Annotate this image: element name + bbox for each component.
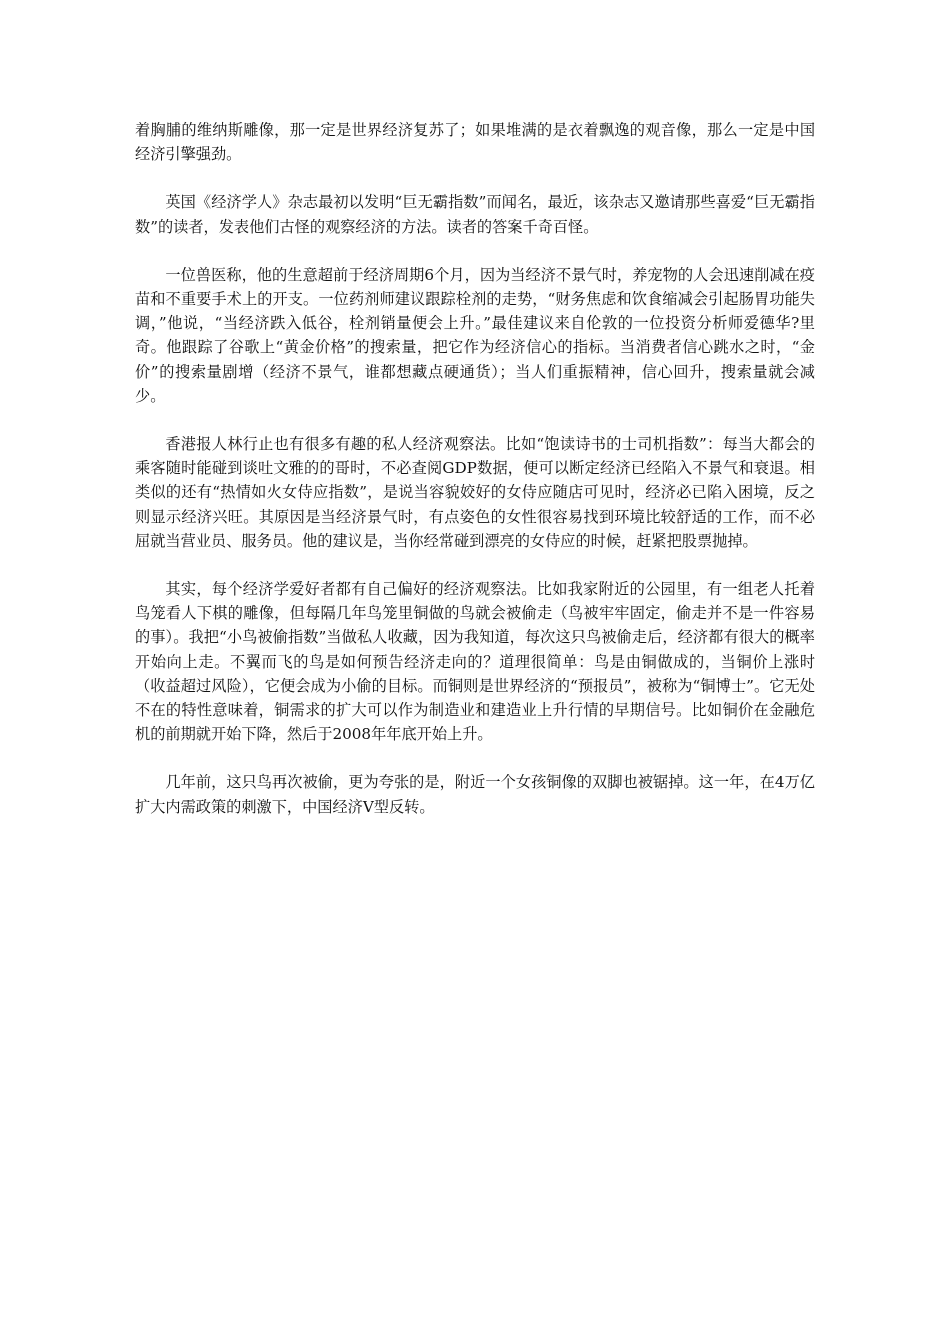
paragraph-5: 其实，每个经济学爱好者都有自己偏好的经济观察法。比如我家附近的公园里，有一组老人托着鸟笼看人下棋的雕像，但每隔几年鸟笼里铜做的鸟就会被偷走（鸟被牢牢固定，偷走并不是一件容易的事）。我把“小鸟被偷指数”当做私人收藏，因为我知道，每次这只鸟被偷走后，经济都有很大的概率开始向上走。不翼而飞的鸟是如何预告经济走向的？道理很简单：鸟是由铜做成的，当铜价上涨时（收益超过风险），它便会成为小偷的目标。而铜则是世界经济的“预报员”，被称为“铜博士”。它无处不在的特性意味着，铜需求的扩大可以作为制造业和建造业上升行情的早期信号。比如铜价在金融危机的前期就开始下降，然后于2008年年底开始上升。 (135, 580, 815, 744)
paragraph-6: 几年前，这只鸟再次被偷，更为夸张的是，附近一个女孩铜像的双脚也被锯掉。这一年，在4万亿扩大内需政策的刺激下，中国经济V型反转。 (135, 773, 815, 816)
paragraph-3: 一位兽医称，他的生意超前于经济周期6个月，因为当经济不景气时，养宠物的人会迅速削减在疫苗和不重要手术上的开支。一位药剂师建议跟踪栓剂的走势，“财务焦虑和饮食缩减会引起肠胃功能失调，”他说，“当经济跌入低谷，栓剂销量便会上升。”最佳建议来自伦敦的一位投资分析师爱德华?里奇。他跟踪了谷歌上“黄金价格”的搜索量，把它作为经济信心的指标。当消费者信心跳水之时，“金价”的搜索量剧增（经济不景气，谁都想藏点硬通货）；当人们重振精神，信心回升，搜索量就会减少。 (135, 265, 815, 405)
paragraph-4: 香港报人林行止也有很多有趣的私人经济观察法。比如“饱读诗书的士司机指数”：每当大都会的乘客随时能碰到谈吐文雅的的哥时，不必查阅GDP数据，便可以断定经济已经陷入不景气和衰退。相类似的还有“热情如火女侍应指数”，是说当容貌姣好的女侍应随店可见时，经济必已陷入困境，反之则显示经济兴旺。其原因是当经济景气时，有点姿色的女性很容易找到环境比较舒适的工作，而不必屈就当营业员、服务员。他的建议是，当你经常碰到漂亮的女侍应的时候，赶紧把股票抛掉。 (135, 435, 815, 550)
paragraph-1: 着胸脯的维纳斯雕像，那一定是世界经济复苏了；如果堆满的是衣着飘逸的观音像，那么一定是中国经济引擎强劲。 (135, 121, 815, 164)
paragraph-2: 英国《经济学人》杂志最初以发明“巨无霸指数”而闻名，最近，该杂志又邀请那些喜爱“巨无霸指数”的读者，发表他们古怪的观察经济的方法。读者的答案千奇百怪。 (135, 193, 815, 236)
document-page (135, 118, 815, 843)
